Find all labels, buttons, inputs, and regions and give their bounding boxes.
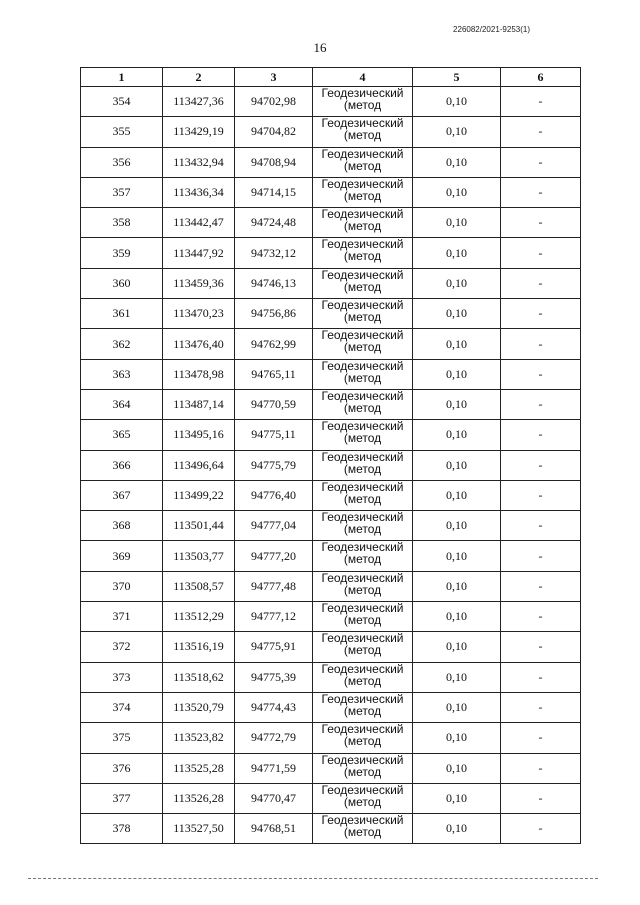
point-number-cell: 372 (81, 632, 163, 662)
table-row (81, 753, 581, 783)
method-line-2: (метод (343, 188, 382, 203)
point-number-cell: 365 (81, 420, 163, 450)
method-line-2: (метод (343, 219, 382, 234)
y-coordinate-cell: 94770,47 (235, 783, 313, 813)
point-number-cell: 378 (81, 814, 163, 844)
y-coordinate-cell: 94777,20 (235, 541, 313, 571)
column-6-cell: - (501, 783, 581, 813)
accuracy-cell: 0,10 (413, 299, 501, 329)
method-line-2: (метод (343, 522, 382, 537)
accuracy-cell: 0,10 (413, 662, 501, 692)
y-coordinate-cell: 94704,82 (235, 117, 313, 147)
accuracy-cell: 0,10 (413, 632, 501, 662)
y-coordinate-cell: 94702,98 (235, 87, 313, 117)
y-coordinate-cell: 94776,40 (235, 480, 313, 510)
table-row (81, 511, 581, 541)
method-line-2: (метод (343, 794, 382, 809)
x-coordinate-cell: 113525,28 (163, 753, 235, 783)
y-coordinate-cell: 94746,13 (235, 268, 313, 298)
coordinates-table (80, 67, 581, 844)
accuracy-cell: 0,10 (413, 814, 501, 844)
column-6-cell: - (501, 814, 581, 844)
method-cell (313, 632, 413, 662)
point-number-cell: 366 (81, 450, 163, 480)
accuracy-cell: 0,10 (413, 692, 501, 722)
method-line-2: (метод (343, 400, 382, 415)
table-row (81, 723, 581, 753)
document-id: 226082/2021-9253(1) (453, 25, 530, 34)
y-coordinate-cell: 94775,91 (235, 632, 313, 662)
method-cell (313, 541, 413, 571)
table-row (81, 662, 581, 692)
method-line-2: (метод (343, 491, 382, 506)
method-cell (313, 87, 413, 117)
table-row (81, 571, 581, 601)
method-line-1: Геодезический (321, 753, 404, 767)
method-line-2: (метод (343, 158, 382, 173)
column-6-cell: - (501, 238, 581, 268)
method-line-1: Геодезический (321, 662, 404, 676)
x-coordinate-cell: 113495,16 (163, 420, 235, 450)
method-line-1: Геодезический (321, 571, 404, 585)
y-coordinate-cell: 94775,39 (235, 662, 313, 692)
method-cell (313, 450, 413, 480)
y-coordinate-cell: 94772,79 (235, 723, 313, 753)
y-coordinate-cell: 94714,15 (235, 177, 313, 207)
x-coordinate-cell: 113527,50 (163, 814, 235, 844)
accuracy-cell: 0,10 (413, 480, 501, 510)
point-number-cell: 359 (81, 238, 163, 268)
method-line-1: Геодезический (321, 510, 404, 525)
column-6-cell: - (501, 87, 581, 117)
column-6-cell: - (501, 511, 581, 541)
point-number-cell: 377 (81, 783, 163, 813)
method-cell (313, 117, 413, 147)
x-coordinate-cell: 113432,94 (163, 147, 235, 177)
x-coordinate-cell: 113478,98 (163, 359, 235, 389)
point-number-cell: 363 (81, 359, 163, 389)
table-row (81, 632, 581, 662)
method-line-2: (метод (343, 431, 382, 446)
method-cell (313, 480, 413, 510)
method-line-1: Геодезический (321, 722, 404, 737)
method-cell (313, 359, 413, 389)
y-coordinate-cell: 94724,48 (235, 208, 313, 238)
table-row (81, 238, 581, 268)
method-line-2: (метод (343, 734, 382, 749)
x-coordinate-cell: 113436,34 (163, 177, 235, 207)
column-6-cell: - (501, 632, 581, 662)
x-coordinate-cell: 113523,82 (163, 723, 235, 753)
table-header (81, 68, 581, 87)
x-coordinate-cell: 113518,62 (163, 662, 235, 692)
column-6-cell: - (501, 723, 581, 753)
table-row (81, 420, 581, 450)
method-line-1: Геодезический (321, 601, 404, 616)
method-line-1: Геодезический (321, 419, 404, 434)
y-coordinate-cell: 94777,12 (235, 602, 313, 632)
method-line-1: Геодезический (321, 692, 404, 706)
method-cell (313, 692, 413, 722)
point-number-cell: 364 (81, 389, 163, 419)
column-6-cell: - (501, 571, 581, 601)
y-coordinate-cell: 94765,11 (235, 359, 313, 389)
table-row (81, 480, 581, 510)
table-row (81, 783, 581, 813)
method-line-1: Геодезический (321, 540, 404, 555)
method-line-1: Геодезический (321, 450, 404, 464)
method-line-2: (метод (343, 249, 382, 264)
method-line-1: Геодезический (321, 237, 404, 252)
x-coordinate-cell: 113499,22 (163, 480, 235, 510)
accuracy-cell: 0,10 (413, 783, 501, 813)
column-6-cell: - (501, 753, 581, 783)
method-cell (313, 147, 413, 177)
accuracy-cell: 0,10 (413, 602, 501, 632)
column-6-cell: - (501, 602, 581, 632)
x-coordinate-cell: 113516,19 (163, 632, 235, 662)
method-cell (313, 571, 413, 601)
method-line-2: (метод (343, 643, 382, 658)
method-cell (313, 814, 413, 844)
column-header: 1 (81, 68, 163, 87)
method-line-1: Геодезический (321, 480, 404, 494)
y-coordinate-cell: 94770,59 (235, 389, 313, 419)
point-number-cell: 375 (81, 723, 163, 753)
x-coordinate-cell: 113520,79 (163, 692, 235, 722)
y-coordinate-cell: 94775,79 (235, 450, 313, 480)
accuracy-cell: 0,10 (413, 329, 501, 359)
point-number-cell: 361 (81, 299, 163, 329)
column-6-cell: - (501, 420, 581, 450)
column-6-cell: - (501, 541, 581, 571)
x-coordinate-cell: 113442,47 (163, 208, 235, 238)
page-number: 16 (313, 40, 327, 55)
y-coordinate-cell: 94775,11 (235, 420, 313, 450)
column-6-cell: - (501, 662, 581, 692)
method-line-2: (метод (343, 98, 382, 112)
method-cell (313, 329, 413, 359)
table-body (81, 87, 581, 844)
point-number-cell: 369 (81, 541, 163, 571)
method-line-1: Геодезический (321, 116, 404, 131)
method-cell (313, 783, 413, 813)
table-row (81, 268, 581, 298)
method-line-2: (метод (343, 764, 382, 779)
table-row (81, 117, 581, 147)
table-row (81, 177, 581, 207)
method-line-1: Геодезический (321, 147, 404, 161)
point-number-cell: 371 (81, 602, 163, 632)
method-cell (313, 238, 413, 268)
x-coordinate-cell: 113496,64 (163, 450, 235, 480)
x-coordinate-cell: 113447,92 (163, 238, 235, 268)
method-line-2: (метод (343, 552, 382, 567)
accuracy-cell: 0,10 (413, 268, 501, 298)
accuracy-cell: 0,10 (413, 723, 501, 753)
table-row (81, 359, 581, 389)
accuracy-cell: 0,10 (413, 117, 501, 147)
point-number-cell: 358 (81, 208, 163, 238)
table-row (81, 692, 581, 722)
table-row (81, 147, 581, 177)
x-coordinate-cell: 113476,40 (163, 329, 235, 359)
method-line-2: (метод (343, 340, 382, 355)
column-6-cell: - (501, 480, 581, 510)
point-number-cell: 362 (81, 329, 163, 359)
column-6-cell: - (501, 208, 581, 238)
accuracy-cell: 0,10 (413, 147, 501, 177)
method-line-2: (метод (343, 461, 382, 476)
table-row (81, 299, 581, 329)
column-6-cell: - (501, 359, 581, 389)
method-line-2: (метод (343, 703, 382, 718)
accuracy-cell: 0,10 (413, 177, 501, 207)
accuracy-cell: 0,10 (413, 541, 501, 571)
column-6-cell: - (501, 329, 581, 359)
table-row (81, 208, 581, 238)
table-row (81, 602, 581, 632)
accuracy-cell: 0,10 (413, 571, 501, 601)
accuracy-cell: 0,10 (413, 511, 501, 541)
method-cell (313, 602, 413, 632)
method-line-1: Геодезический (321, 268, 404, 282)
point-number-cell: 354 (81, 87, 163, 117)
column-6-cell: - (501, 147, 581, 177)
method-line-1: Геодезический (321, 207, 404, 222)
x-coordinate-cell: 113501,44 (163, 511, 235, 541)
table-row (81, 87, 581, 117)
accuracy-cell: 0,10 (413, 359, 501, 389)
method-cell (313, 723, 413, 753)
point-number-cell: 356 (81, 147, 163, 177)
y-coordinate-cell: 94777,04 (235, 511, 313, 541)
table-row (81, 814, 581, 844)
y-coordinate-cell: 94768,51 (235, 814, 313, 844)
y-coordinate-cell: 94732,12 (235, 238, 313, 268)
x-coordinate-cell: 113508,57 (163, 571, 235, 601)
method-line-1: Геодезический (321, 86, 404, 100)
method-line-2: (метод (343, 582, 382, 597)
x-coordinate-cell: 113427,36 (163, 87, 235, 117)
method-line-2: (метод (343, 370, 382, 385)
column-6-cell: - (501, 389, 581, 419)
header-row (81, 68, 581, 87)
y-coordinate-cell: 94762,99 (235, 329, 313, 359)
method-line-2: (метод (343, 279, 382, 294)
column-header: 6 (501, 68, 581, 87)
point-number-cell: 374 (81, 692, 163, 722)
method-line-2: (метод (343, 128, 382, 143)
method-cell (313, 662, 413, 692)
y-coordinate-cell: 94708,94 (235, 147, 313, 177)
point-number-cell: 360 (81, 268, 163, 298)
table-row (81, 329, 581, 359)
method-line-1: Геодезический (321, 813, 404, 828)
method-line-2: (метод (343, 613, 382, 628)
table-row (81, 541, 581, 571)
point-number-cell: 370 (81, 571, 163, 601)
point-number-cell: 355 (81, 117, 163, 147)
accuracy-cell: 0,10 (413, 450, 501, 480)
x-coordinate-cell: 113512,29 (163, 602, 235, 632)
accuracy-cell: 0,10 (413, 753, 501, 783)
column-6-cell: - (501, 299, 581, 329)
x-coordinate-cell: 113526,28 (163, 783, 235, 813)
column-6-cell: - (501, 117, 581, 147)
y-coordinate-cell: 94777,48 (235, 571, 313, 601)
column-6-cell: - (501, 268, 581, 298)
point-number-cell: 373 (81, 662, 163, 692)
method-line-1: Геодезический (321, 631, 404, 646)
point-number-cell: 367 (81, 480, 163, 510)
method-cell (313, 753, 413, 783)
method-line-2: (метод (343, 825, 382, 840)
footer-divider (28, 878, 598, 879)
column-6-cell: - (501, 177, 581, 207)
x-coordinate-cell: 113429,19 (163, 117, 235, 147)
method-cell (313, 208, 413, 238)
accuracy-cell: 0,10 (413, 389, 501, 419)
x-coordinate-cell: 113470,23 (163, 299, 235, 329)
column-6-cell: - (501, 692, 581, 722)
table-row (81, 450, 581, 480)
accuracy-cell: 0,10 (413, 420, 501, 450)
method-line-1: Геодезический (321, 359, 404, 373)
method-line-2: (метод (343, 673, 382, 688)
column-header: 2 (163, 68, 235, 87)
method-line-1: Геодезический (321, 328, 404, 343)
column-header: 5 (413, 68, 501, 87)
column-header: 3 (235, 68, 313, 87)
method-cell (313, 299, 413, 329)
x-coordinate-cell: 113503,77 (163, 541, 235, 571)
y-coordinate-cell: 94756,86 (235, 299, 313, 329)
point-number-cell: 376 (81, 753, 163, 783)
accuracy-cell: 0,10 (413, 238, 501, 268)
method-cell (313, 389, 413, 419)
column-6-cell: - (501, 450, 581, 480)
y-coordinate-cell: 94774,43 (235, 692, 313, 722)
point-number-cell: 357 (81, 177, 163, 207)
point-number-cell: 368 (81, 511, 163, 541)
method-cell (313, 511, 413, 541)
column-header: 4 (313, 68, 413, 87)
accuracy-cell: 0,10 (413, 87, 501, 117)
method-line-2: (метод (343, 310, 382, 325)
x-coordinate-cell: 113487,14 (163, 389, 235, 419)
method-cell (313, 177, 413, 207)
method-cell (313, 268, 413, 298)
method-line-1: Геодезический (321, 783, 404, 797)
method-line-1: Геодезический (321, 177, 404, 191)
method-line-1: Геодезический (321, 298, 404, 313)
method-line-1: Геодезический (321, 389, 404, 403)
method-cell (313, 420, 413, 450)
y-coordinate-cell: 94771,59 (235, 753, 313, 783)
x-coordinate-cell: 113459,36 (163, 268, 235, 298)
table-row (81, 389, 581, 419)
accuracy-cell: 0,10 (413, 208, 501, 238)
